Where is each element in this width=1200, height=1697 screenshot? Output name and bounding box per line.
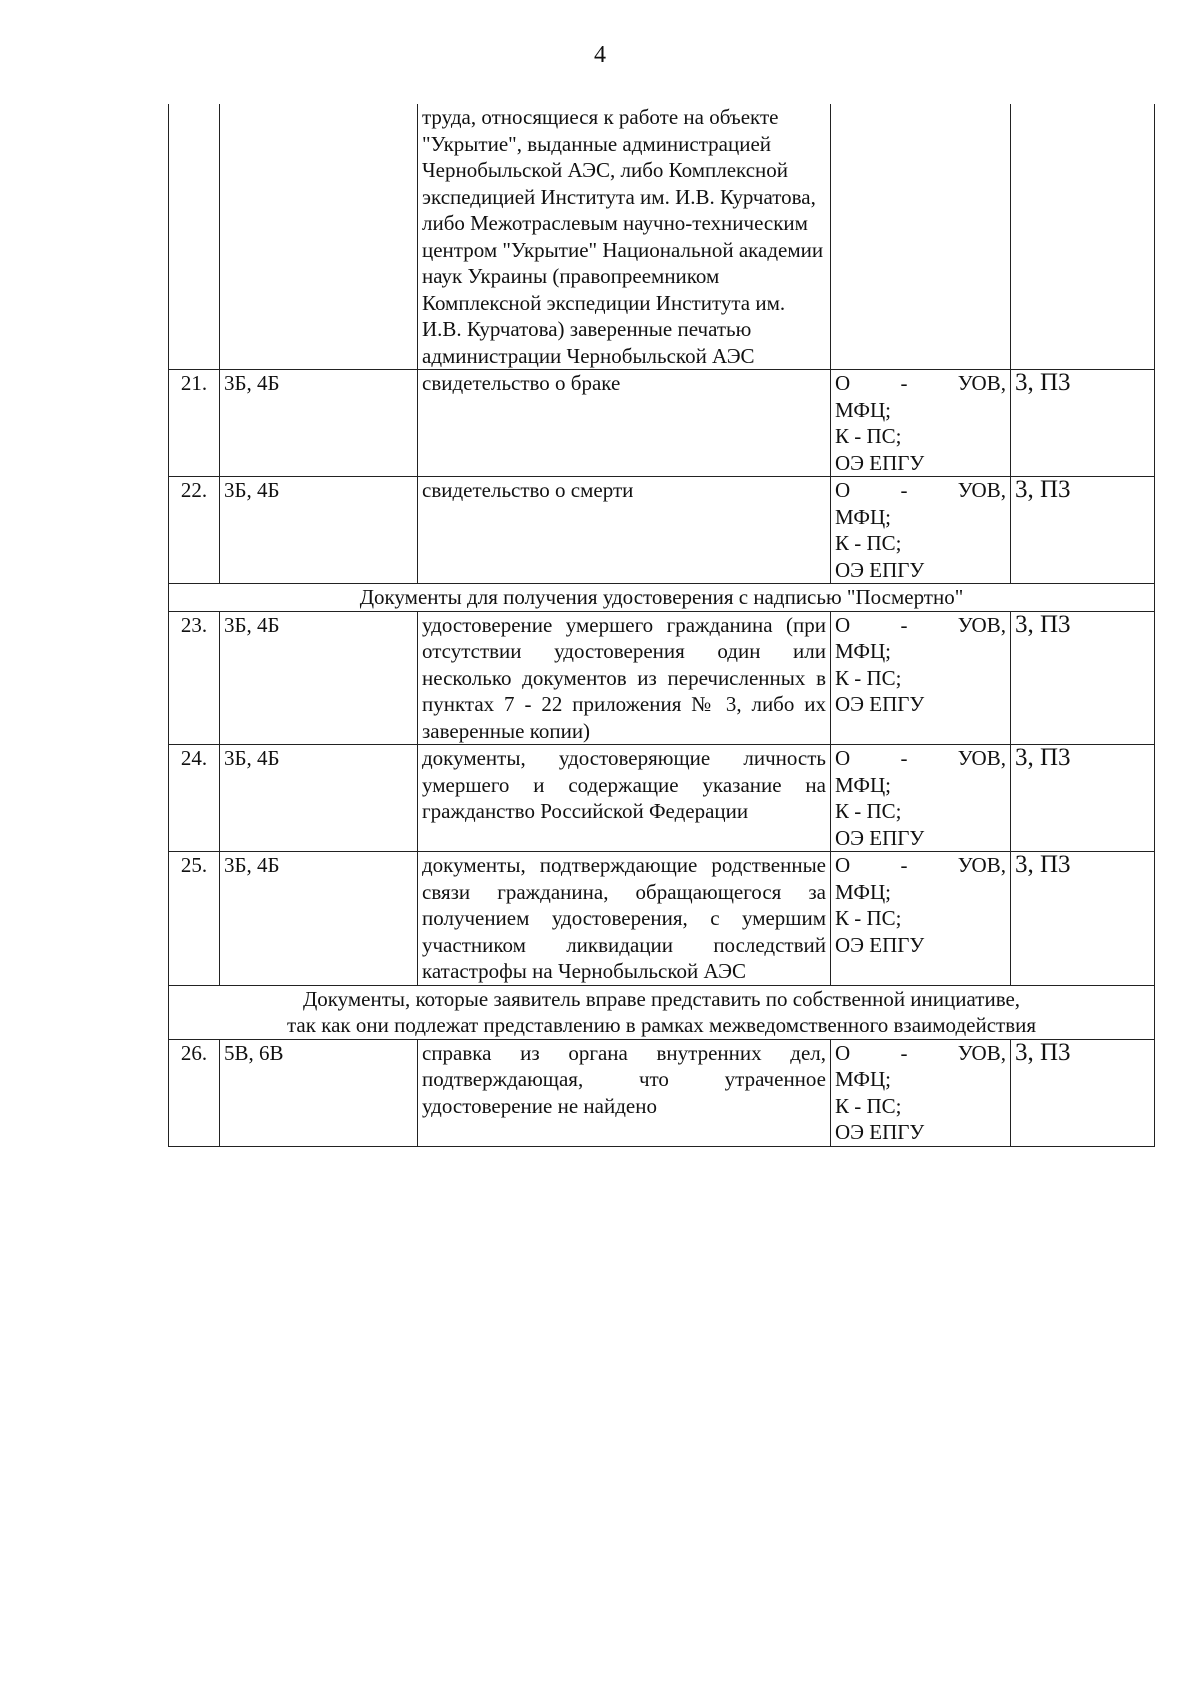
channel-cell	[831, 104, 1011, 370]
row-number: 23.	[169, 611, 220, 745]
row-result: 3, П3	[1011, 1039, 1155, 1146]
row-channel	[831, 611, 1011, 745]
row-number: 22.	[169, 477, 220, 584]
description-cell: труда, относящиеся к работе на объекте "Укрытие", выданные администрацией Чернобыльской АЭС, либо Комплексной экспедицией Института им. И.В. Курчатова, либо Межотраслевым научно-техническим центром "Укрытие" Национальной академии наук Украины (правопреемником Комплексной экспедиции Института им. И.В. Курчатова) заверенные печатью администрации Чернобыльской АЭС	[418, 104, 831, 370]
channel-mfc: МФЦ;	[835, 772, 891, 797]
row-codes: 3Б, 4Б	[220, 852, 418, 986]
channel-dash: -	[900, 478, 908, 502]
row-codes: 3Б, 4Б	[220, 611, 418, 745]
channel-k-ps: К - ПС;	[835, 906, 902, 930]
row-number: 26.	[169, 1039, 220, 1146]
channel-oe-epgu: ОЭ ЕПГУ	[835, 557, 925, 582]
row-description: справка из органа внутренних дел, подтверждающая, что утраченное удостоверение не найдено	[418, 1039, 831, 1146]
channel-uov: УОВ,	[957, 371, 1006, 395]
channel-mfc: МФЦ;	[835, 504, 891, 529]
table-row	[169, 1039, 1155, 1146]
channel-o: О	[835, 612, 851, 637]
section-line-1: Документы, которые заявитель вправе представить по собственной инициативе,	[302, 986, 1021, 1011]
table-row	[169, 852, 1155, 986]
row-description: удостоверение умершего гражданина (при отсутствии удостоверения один или несколько документов из перечисленных в пунктах 7 - 22 приложения № 3, либо их заверенные копии)	[418, 611, 831, 745]
channel-k-ps: К - ПС;	[835, 1093, 902, 1118]
row-channel	[831, 745, 1011, 852]
table-row-continuation	[169, 104, 1155, 370]
channel-k-ps: К - ПС;	[835, 665, 902, 690]
channel-o: О	[835, 371, 851, 395]
table-row	[169, 745, 1155, 852]
channel-o: О	[835, 853, 851, 877]
channel-dash: -	[900, 746, 908, 770]
channel-dash: -	[900, 612, 908, 637]
section-header-row	[169, 584, 1155, 612]
channel-oe-epgu: ОЭ ЕПГУ	[835, 1120, 925, 1144]
channel-uov: УОВ,	[957, 746, 1006, 770]
channel-mfc: МФЦ;	[835, 397, 891, 422]
channel-k-ps: К - ПС;	[835, 799, 902, 823]
section-header-posthumous: Документы для получения удостоверения с надписью "Посмертно"	[169, 584, 1155, 612]
row-result: 3, П3	[1011, 370, 1155, 477]
channel-o: О	[835, 478, 851, 502]
channel-k-ps: К - ПС;	[835, 424, 902, 448]
row-description: свидетельство о смерти	[418, 477, 831, 584]
channel-oe-epgu: ОЭ ЕПГУ	[835, 692, 925, 716]
num-cell	[169, 104, 220, 370]
row-result: 3, П3	[1011, 852, 1155, 986]
row-description: документы, удостоверяющие личность умершего и содержащие указание на гражданство Российской Федерации	[418, 745, 831, 852]
channel-uov: УОВ,	[957, 1040, 1006, 1065]
channel-oe-epgu: ОЭ ЕПГУ	[835, 825, 925, 850]
table-row	[169, 611, 1155, 745]
channel-uov: УОВ,	[957, 853, 1006, 877]
row-number: 24.	[169, 745, 220, 852]
channel-o: О	[835, 1040, 851, 1065]
row-description: свидетельство о браке	[418, 370, 831, 477]
channel-mfc: МФЦ;	[835, 639, 891, 663]
channel-dash: -	[900, 1040, 908, 1065]
page-number: 4	[594, 42, 606, 68]
row-description: документы, подтверждающие родственные связи гражданина, обращающегося за получением удостоверения, с умершим участником ликвидации последствий катастрофы на Чернобыльской АЭС	[418, 852, 831, 986]
row-result: 3, П3	[1011, 477, 1155, 584]
channel-mfc: МФЦ;	[835, 1067, 891, 1091]
row-number: 25.	[169, 852, 220, 986]
documents-table	[168, 104, 1155, 1147]
row-codes: 3Б, 4Б	[220, 477, 418, 584]
row-channel	[831, 370, 1011, 477]
section-line-2: так как они подлежат представлению в рамках межведомственного взаимодействия	[286, 1013, 1037, 1037]
channel-uov: УОВ,	[957, 478, 1006, 502]
channel-k-ps: К - ПС;	[835, 531, 902, 555]
channel-dash: -	[900, 371, 908, 395]
row-channel	[831, 852, 1011, 986]
codes-cell	[220, 104, 418, 370]
channel-o: О	[835, 746, 851, 770]
section-header-row	[169, 985, 1155, 1039]
channel-uov: УОВ,	[957, 612, 1006, 637]
row-channel	[831, 477, 1011, 584]
result-cell	[1011, 104, 1155, 370]
row-codes: 3Б, 4Б	[220, 745, 418, 852]
row-codes: 5В, 6В	[220, 1039, 418, 1146]
row-number: 21.	[169, 370, 220, 477]
row-result: 3, П3	[1011, 745, 1155, 852]
row-channel	[831, 1039, 1011, 1146]
channel-oe-epgu: ОЭ ЕПГУ	[835, 932, 925, 957]
channel-dash: -	[900, 853, 908, 877]
row-result: 3, П3	[1011, 611, 1155, 745]
table-row	[169, 370, 1155, 477]
table-row	[169, 477, 1155, 584]
channel-mfc: МФЦ;	[835, 879, 891, 904]
section-header-initiative	[169, 985, 1155, 1039]
row-codes: 3Б, 4Б	[220, 370, 418, 477]
channel-oe-epgu: ОЭ ЕПГУ	[835, 450, 925, 475]
